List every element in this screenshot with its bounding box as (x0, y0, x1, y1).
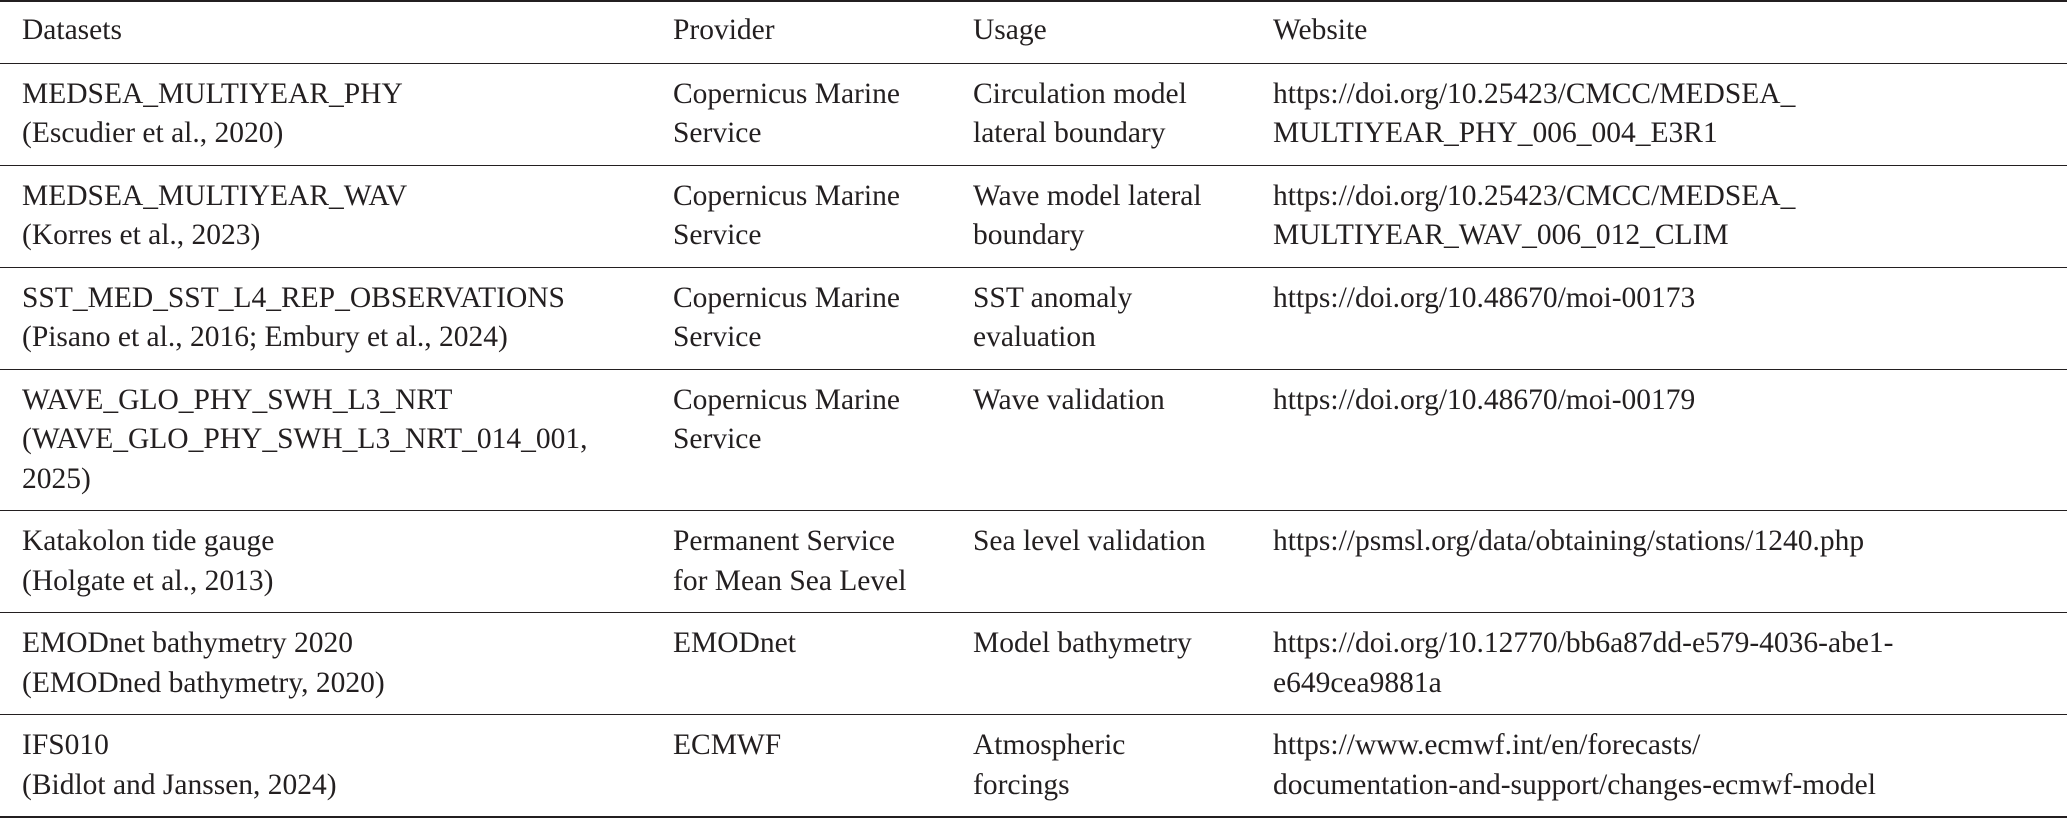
usage-cell: Wave validation (973, 383, 1165, 416)
usage-cell: Wave model lateral boundary (973, 179, 1202, 251)
provider-cell: Permanent Service for Mean Sea Level (673, 525, 907, 597)
header-datasets: Datasets (22, 14, 122, 46)
website-cell: https://doi.org/10.12770/bb6a87dd-e579-4036-abe1- e649cea9881a (1273, 627, 1894, 699)
table-row (0, 165, 2067, 267)
usage-cell: SST anomaly evaluation (973, 281, 1133, 353)
provider-cell: EMODnet (673, 627, 796, 659)
dataset-cell: IFS010 (Bidlot and Janssen, 2024) (22, 729, 337, 801)
table-row (0, 267, 2067, 369)
dataset-cell: WAVE_GLO_PHY_SWH_L3_NRT (WAVE_GLO_PHY_SWH_L3_NRT_014_001, 2025) (22, 383, 588, 495)
website-cell: https://doi.org/10.48670/moi-00179 (1273, 383, 1696, 416)
website-cell: https://doi.org/10.25423/CMCC/MEDSEA_ MULTIYEAR_WAV_006_012_CLIM (1273, 179, 1796, 251)
table-row (0, 369, 2067, 511)
dataset-cell: MEDSEA_MULTIYEAR_WAV (Korres et al., 2023) (22, 179, 408, 251)
table-row (0, 63, 2067, 165)
provider-cell: Copernicus Marine Service (673, 383, 900, 455)
header-row (0, 1, 2067, 63)
provider-cell: Copernicus Marine Service (673, 77, 900, 149)
header-usage: Usage (973, 14, 1047, 46)
table-header (0, 1, 2067, 63)
website-cell: https://doi.org/10.48670/moi-00173 (1273, 281, 1696, 314)
provider-cell: Copernicus Marine Service (673, 281, 900, 353)
provider-cell: ECMWF (673, 729, 782, 761)
usage-cell: Atmospheric forcings (973, 729, 1126, 801)
usage-cell: Circulation model lateral boundary (973, 77, 1187, 149)
website-cell: https://doi.org/10.25423/CMCC/MEDSEA_ MULTIYEAR_PHY_006_004_E3R1 (1273, 77, 1796, 149)
table-row (0, 511, 2067, 613)
dataset-cell: MEDSEA_MULTIYEAR_PHY (Escudier et al., 2020) (22, 77, 403, 149)
dataset-cell: SST_MED_SST_L4_REP_OBSERVATIONS (Pisano et al., 2016; Embury et al., 2024) (22, 281, 565, 353)
table-body (0, 63, 2067, 817)
usage-cell: Model bathymetry (973, 627, 1192, 659)
header-website: Website (1273, 14, 1368, 46)
website-cell: https://psmsl.org/data/obtaining/stations/1240.php (1273, 525, 1865, 557)
usage-cell: Sea level validation (973, 525, 1206, 557)
table-row (0, 613, 2067, 715)
header-provider: Provider (673, 14, 775, 46)
dataset-cell: Katakolon tide gauge (Holgate et al., 2013) (22, 525, 275, 597)
website-cell: https://www.ecmwf.int/en/forecasts/ documentation-and-support/changes-ecmwf-model (1273, 729, 1876, 801)
table-row (0, 715, 2067, 818)
dataset-cell: EMODnet bathymetry 2020 (EMODned bathymetry, 2020) (22, 627, 385, 699)
provider-cell: Copernicus Marine Service (673, 179, 900, 251)
